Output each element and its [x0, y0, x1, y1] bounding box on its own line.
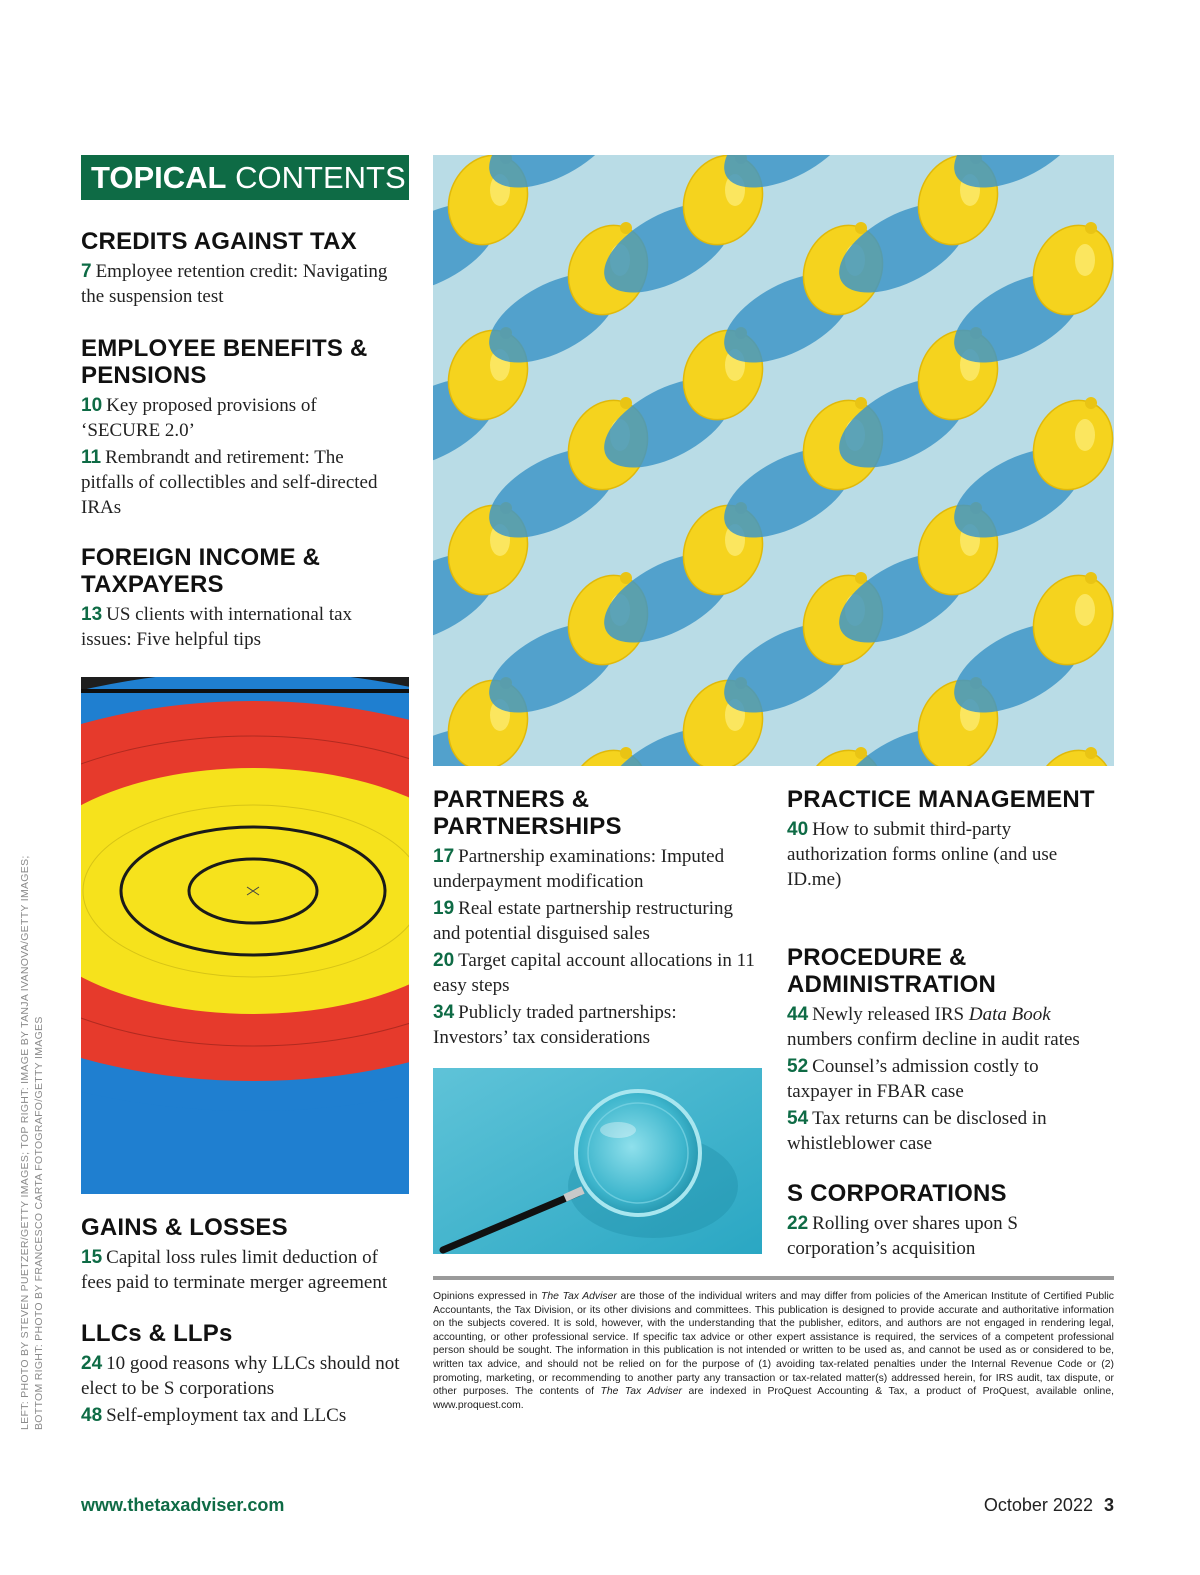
toc-item[interactable] — [787, 1054, 1077, 1104]
divider-rule — [433, 1276, 1114, 1280]
photo-credit-line: LEFT: PHOTO BY STEVEN PUETZER/GETTY IMAGES; TOP RIGHT: IMAGE BY TANJA IVANOVA/GETTY IMAGES; — [19, 855, 31, 1430]
lemon-tip — [855, 222, 867, 234]
section-foreign — [81, 544, 381, 654]
page-number: 17 — [433, 846, 455, 867]
lemon-tip — [855, 572, 867, 584]
page-number: 19 — [433, 898, 455, 919]
section-scorp — [787, 1180, 1037, 1263]
photo-credit-line: BOTTOM RIGHT: PHOTO BY FRANCESCO CARTA FOTOGRAFO/GETTY IMAGES — [33, 1016, 45, 1430]
toc-item[interactable] — [81, 445, 401, 520]
section-practice — [787, 786, 1107, 894]
item-title: Self-employment tax and LLCs — [106, 1405, 347, 1426]
item-title: Rolling over shares upon S corporation’s acquisition — [787, 1213, 1018, 1259]
section-title: GAINS & LOSSES — [81, 1214, 288, 1241]
section-title: FOREIGN INCOME & TAXPAYERS — [81, 544, 321, 598]
footer-website-link[interactable]: www.thetaxadviser.com — [81, 1495, 285, 1515]
item-title: Capital loss rules limit deduction of fees paid to terminate merger agreement — [81, 1247, 388, 1293]
item-title: Publicly traded partnerships: Investors’ tax considerations — [433, 1002, 677, 1048]
publication-name: The Tax Adviser — [541, 1291, 617, 1302]
section-llc — [81, 1320, 401, 1430]
toc-item[interactable] — [81, 393, 351, 443]
section-title: PRACTICE MANAGEMENT — [787, 786, 1095, 813]
page-number: 22 — [787, 1213, 809, 1234]
lemon-tip — [855, 397, 867, 409]
footer-date: October 2022 — [983, 1495, 1093, 1515]
disclaimer-part: are those of the individual writers and may differ from policies of the American Institute of Certified Public Accountants, the Tax Division, or its other divisions and committees. This publication is designed to provide accurate and authoritative information on the subjects covered. It is sold, however, with the understanding that the publisher, editors, and authors are not engaged in rendering legal, accounting, or other professional service. If specific tax advice or other expert assistance is required, the services of a competent professional person should be sought. The information in this publication is not intended or written to be used as, and cannot be used as or considered to be, written tax advice, and should not be relied on for the purpose of (1) avoiding tax-related penalties under the Internal Revenue Code or (2) promoting, marketing, or recommending to another party any transaction or tax-related matter(s) addressed herein, for IRS audit, tax dispute, or other purposes. The contents of — [433, 1291, 1114, 1398]
section-title: S CORPORATIONS — [787, 1180, 1007, 1207]
page-number: 11 — [81, 447, 102, 468]
disclaimer-part: Opinions expressed in — [433, 1291, 542, 1302]
item-title: Tax returns can be disclosed in whistleblower case — [787, 1108, 1047, 1154]
toc-item[interactable] — [433, 896, 758, 946]
disclaimer-text — [433, 1290, 1114, 1412]
photo-credit — [18, 830, 46, 1430]
toc-item[interactable] — [433, 1000, 733, 1050]
lemons-graphic — [433, 155, 1114, 766]
section-credits — [81, 228, 411, 311]
disclaimer-part: are indexed in ProQuest Accounting & Tax, a product of ProQuest, available online, www.proquest.com. — [433, 1386, 1114, 1411]
item-title-italic: Data Book — [968, 1004, 1051, 1025]
toc-item[interactable] — [81, 1403, 401, 1428]
page-number: 20 — [433, 950, 455, 971]
section-title: EMPLOYEE BENEFITS & PENSIONS — [81, 335, 368, 389]
item-title: Partnership examinations: Imputed underpayment modification — [433, 846, 725, 892]
lemon-highlight — [1075, 594, 1095, 626]
item-title: Real estate partnership restructuring and potential disguised sales — [433, 898, 734, 944]
item-title: 10 good reasons why LLCs should not elect to be S corporations — [81, 1353, 400, 1399]
lemon-highlight — [1075, 419, 1095, 451]
section-benefits — [81, 335, 401, 522]
page-number: 15 — [81, 1247, 103, 1268]
magnifying-glass-photo — [433, 1068, 762, 1254]
toc-item[interactable] — [81, 1351, 401, 1401]
page-number: 13 — [81, 604, 103, 625]
page-number-footer: 3 — [1103, 1495, 1114, 1515]
page-number: 34 — [433, 1002, 455, 1023]
item-title: Target capital account allocations in 11 easy steps — [433, 950, 755, 996]
item-title: Employee retention credit: Navigating the suspension test — [81, 261, 388, 307]
item-title: Counsel’s admission costly to taxpayer in FBAR case — [787, 1056, 1039, 1102]
banner-bold: TOPICAL — [91, 160, 227, 195]
target-graphic — [81, 677, 409, 1194]
lemon-tip — [620, 747, 632, 759]
page-number: 10 — [81, 395, 103, 416]
page-number: 44 — [787, 1004, 809, 1025]
section-title: PROCEDURE & ADMINISTRATION — [787, 944, 997, 998]
toc-item[interactable] — [787, 817, 1087, 892]
toc-item[interactable] — [787, 1002, 1107, 1052]
lemon-tip — [1085, 747, 1097, 759]
lemon-tip — [620, 572, 632, 584]
lemon-tip — [1085, 397, 1097, 409]
page-number: 40 — [787, 819, 809, 840]
lemon-tip — [1085, 222, 1097, 234]
toc-item[interactable] — [81, 259, 411, 309]
lemon-tip — [620, 397, 632, 409]
footer-issue — [984, 1495, 1114, 1516]
page-number: 54 — [787, 1108, 809, 1129]
item-title-before: Newly released IRS — [812, 1004, 969, 1025]
toc-item[interactable] — [81, 602, 381, 652]
toc-item[interactable] — [787, 1211, 1037, 1261]
section-title: LLCs & LLPs — [81, 1320, 233, 1347]
section-partners — [433, 786, 758, 1052]
archery-target-photo — [81, 677, 409, 1194]
lemon-highlight — [1075, 244, 1095, 276]
topical-contents-banner — [81, 155, 409, 200]
lemon-tip — [620, 222, 632, 234]
item-title: Key proposed provisions of ‘SECURE 2.0’ — [81, 395, 317, 441]
section-procedure — [787, 944, 1107, 1158]
lemons-photo — [433, 155, 1114, 766]
item-title-after: numbers confirm decline in audit rates — [787, 1029, 1080, 1050]
banner-light: CONTENTS — [235, 160, 406, 195]
page-number: 52 — [787, 1056, 809, 1077]
item-title: US clients with international tax issues: Five helpful tips — [81, 604, 353, 650]
section-gains — [81, 1214, 411, 1297]
page-number: 24 — [81, 1353, 103, 1374]
section-title: PARTNERS & PARTNERSHIPS — [433, 786, 622, 840]
item-title: How to submit third-party authorization forms online (and use ID.me) — [787, 819, 1058, 890]
item-title: Rembrandt and retirement: The pitfalls of collectibles and self-directed IRAs — [81, 447, 378, 518]
toc-item[interactable] — [433, 948, 758, 998]
page-number: 48 — [81, 1405, 103, 1426]
magnifier-graphic — [433, 1068, 762, 1254]
section-title: CREDITS AGAINST TAX — [81, 228, 357, 255]
toc-item[interactable] — [787, 1106, 1077, 1156]
lemon-tip — [1085, 572, 1097, 584]
lemon-tip — [855, 747, 867, 759]
publication-name: The Tax Adviser — [600, 1386, 682, 1398]
page-number: 7 — [81, 261, 92, 282]
toc-item[interactable] — [433, 844, 758, 894]
toc-item[interactable] — [81, 1245, 411, 1295]
lemon — [1019, 737, 1114, 766]
